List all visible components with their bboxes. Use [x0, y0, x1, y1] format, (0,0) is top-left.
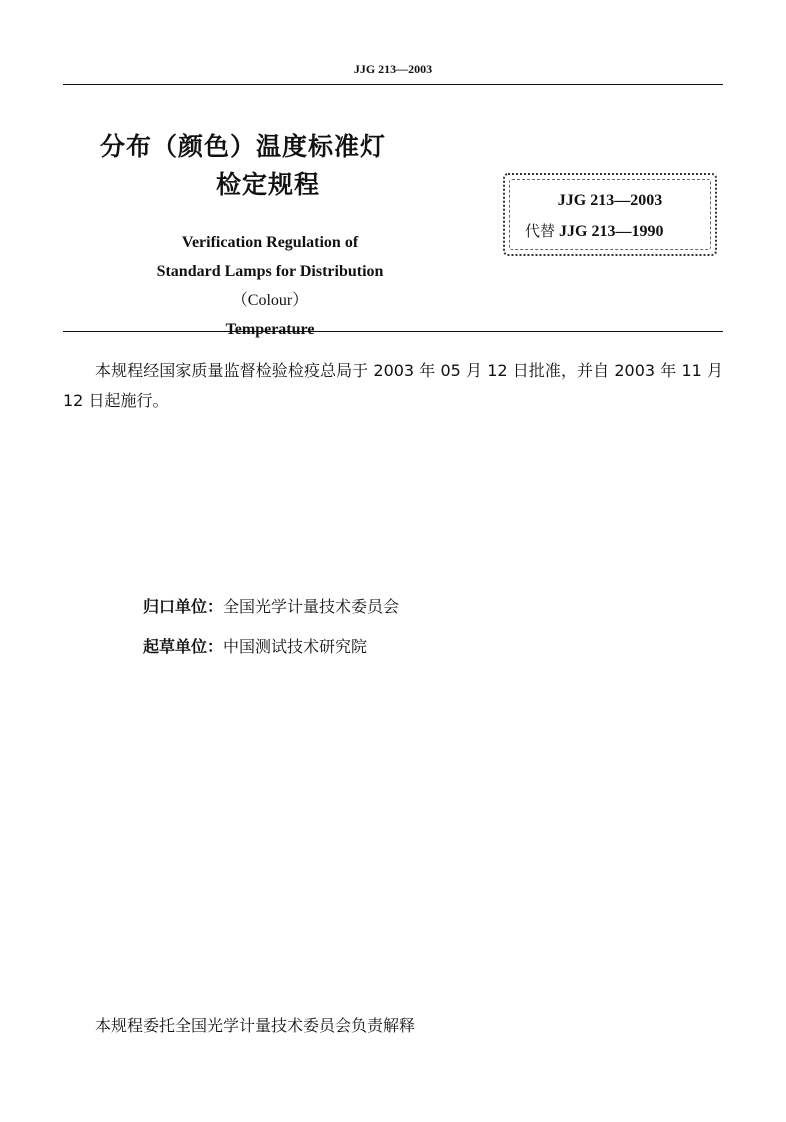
drafting-unit-value: 中国测试技术研究院: [223, 637, 368, 656]
page-header-code: JJG 213—2003: [353, 62, 433, 76]
stamp-replaces-code: JJG 213—1990: [559, 223, 664, 240]
section-rule: [63, 331, 723, 332]
approval-paragraph: 本规程经国家质量监督检验检疫总局于 2003 年 05 月 12 日批准，并自 2003 年 11 月 12 日起施行。: [63, 361, 723, 410]
stamp-replaces: [525, 220, 663, 241]
chinese-title-line-1: 分布（颜色）温度标准灯: [100, 132, 387, 161]
header-rule: [63, 84, 723, 85]
interpretation-note: 本规程委托全国光学计量技术委员会负责解释: [95, 1016, 416, 1035]
english-title-line-3: [110, 286, 430, 344]
chinese-title-line-2: 检定规程: [216, 170, 321, 199]
centralized-unit-label: 归口单位：: [143, 597, 224, 616]
regulation-code-stamp: [503, 173, 717, 256]
centralized-unit-value: 全国光学计量技术委员会: [223, 597, 400, 616]
english-title: [110, 228, 430, 344]
drafting-unit-label: 起草单位：: [143, 637, 224, 656]
stamp-code: JJG 213—2003: [557, 192, 663, 209]
centralized-unit-line: [143, 594, 399, 617]
english-title-line-1: Verification Regulation of: [181, 234, 359, 251]
stamp-replaces-label: 代替: [525, 222, 556, 240]
english-title-line-2: Standard Lamps for Distribution: [156, 263, 384, 280]
english-title-temperature: Temperature: [225, 321, 315, 338]
english-title-paren: （Colour）: [231, 292, 309, 309]
chinese-title: [100, 128, 445, 204]
drafting-unit-line: [143, 634, 367, 657]
